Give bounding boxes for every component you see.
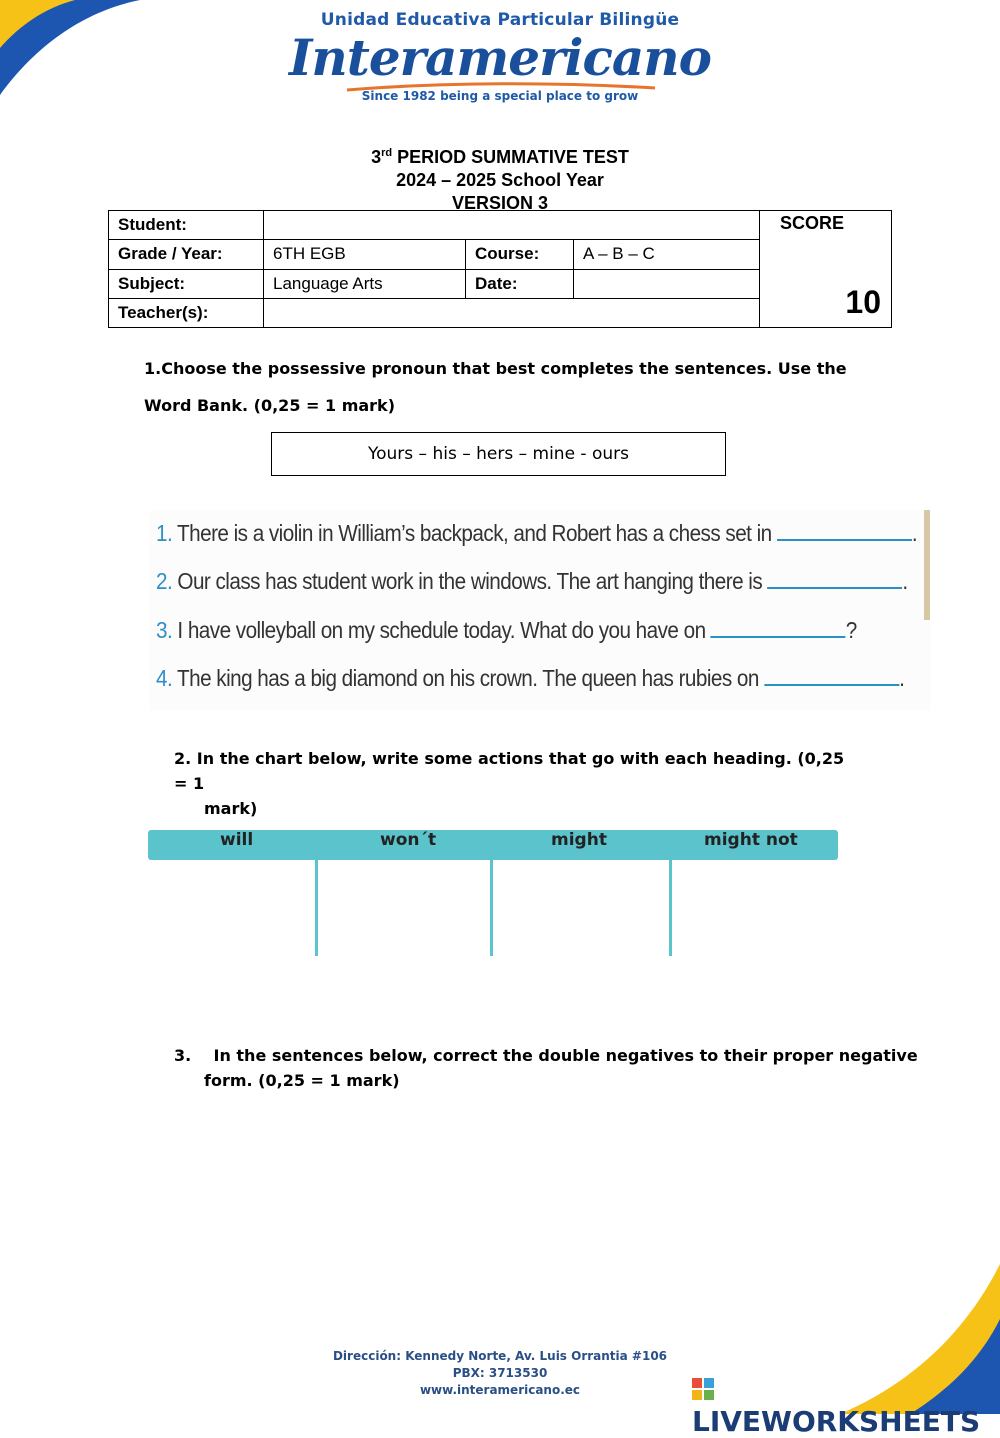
sentence-text: The king has a big diamond on his crown. The queen has rubies on <box>172 665 765 691</box>
question-3-instructions <box>174 1043 918 1093</box>
student-field[interactable] <box>264 211 760 240</box>
school-name: Interamericano <box>289 28 711 87</box>
answer-blank[interactable] <box>711 618 846 638</box>
sentence-end: . <box>911 520 918 546</box>
image-edge-bar <box>924 510 930 620</box>
question-1-instructions: 1.Choose the possessive pronoun that best completes the sentences. Use the Word Bank. (0,25 = 1 mark) <box>144 359 847 415</box>
school-tagline: Since 1982 being a special place to grow <box>361 89 639 103</box>
question-1-exercise <box>150 510 930 710</box>
date-label: Date: <box>466 269 574 298</box>
sentence-end: ? <box>845 617 857 643</box>
title-line-3: VERSION 3 <box>451 193 549 213</box>
watermark-text: LIVEWORKSHEETS <box>692 1405 981 1438</box>
title-line-1 <box>0 142 1000 169</box>
subject-label: Subject: <box>109 269 264 298</box>
score-box <box>760 211 892 328</box>
chart-heading-wont: won´t <box>380 830 437 850</box>
answer-blank[interactable] <box>767 569 902 589</box>
exercise-sentence <box>156 665 904 692</box>
answer-blank[interactable] <box>764 666 899 686</box>
course-value: A – B – C <box>574 240 760 269</box>
exercise-sentence <box>156 617 857 644</box>
title-ordinal: 3 <box>371 147 382 167</box>
sentence-number: 4. <box>156 665 173 691</box>
title-ordinal-suffix: rd <box>381 147 393 159</box>
question-2-line-1: 2. In the chart below, write some actions that go with each heading. (0,25 = 1 <box>174 749 845 793</box>
subject-value: Language Arts <box>264 269 466 298</box>
grade-value: 6TH EGB <box>264 240 466 269</box>
student-label: Student: <box>109 211 264 240</box>
actions-chart <box>148 826 844 966</box>
question-2-instructions <box>174 746 854 821</box>
sentence-text: I have volleyball on my schedule today. What do you have on <box>172 617 711 643</box>
exercise-sentence <box>156 568 908 595</box>
school-logo <box>0 10 1000 86</box>
exercise-sentence <box>156 520 917 547</box>
sentence-number: 2. <box>156 568 173 594</box>
footer-phone: PBX: 3713530 <box>452 1366 548 1380</box>
chart-heading-might: might <box>551 830 607 850</box>
score-label: SCORE <box>780 213 845 233</box>
sentence-text: Our class has student work in the windows. The art hanging there is <box>172 568 768 594</box>
score-value: 10 <box>845 284 881 320</box>
chart-heading-will: will <box>220 830 254 850</box>
title-line-2: 2024 – 2025 School Year <box>396 170 604 190</box>
answer-blank[interactable] <box>777 521 912 541</box>
liveworksheets-logo-icon <box>692 1378 714 1400</box>
chart-heading-might-not: might not <box>704 830 798 850</box>
student-info-table <box>108 210 892 328</box>
teacher-field[interactable] <box>264 298 760 327</box>
chart-column-divider <box>315 860 318 956</box>
question-3-line-1: 3. In the sentences below, correct the double negatives to their proper negative <box>174 1046 918 1065</box>
footer-address: Dirección: Kennedy Norte, Av. Luis Orrantia #106 <box>332 1349 668 1363</box>
teacher-label: Teacher(s): <box>109 298 264 327</box>
chart-column-divider <box>490 860 493 956</box>
test-title <box>0 142 1000 215</box>
sentence-end: . <box>902 568 908 594</box>
title-main: PERIOD SUMMATIVE TEST <box>392 147 629 167</box>
school-top-line: Unidad Educativa Particular Bilingüe <box>320 10 680 30</box>
grade-label: Grade / Year: <box>109 240 264 269</box>
chart-column-divider <box>669 860 672 956</box>
sentence-text: There is a violin in William’s backpack, and Robert has a chess set in <box>172 520 777 546</box>
sentence-number: 3. <box>156 617 173 643</box>
course-label: Course: <box>466 240 574 269</box>
word-bank: Yours – his – hers – mine - ours <box>271 432 726 476</box>
date-field[interactable] <box>574 269 760 298</box>
question-2-line-2: mark) <box>204 799 258 818</box>
sentence-end: . <box>899 665 905 691</box>
sentence-number: 1. <box>156 520 173 546</box>
question-3-line-2: form. (0,25 = 1 mark) <box>204 1071 400 1090</box>
footer-website: www.interamericano.ec <box>419 1383 581 1397</box>
liveworksheets-watermark <box>692 1372 1000 1438</box>
